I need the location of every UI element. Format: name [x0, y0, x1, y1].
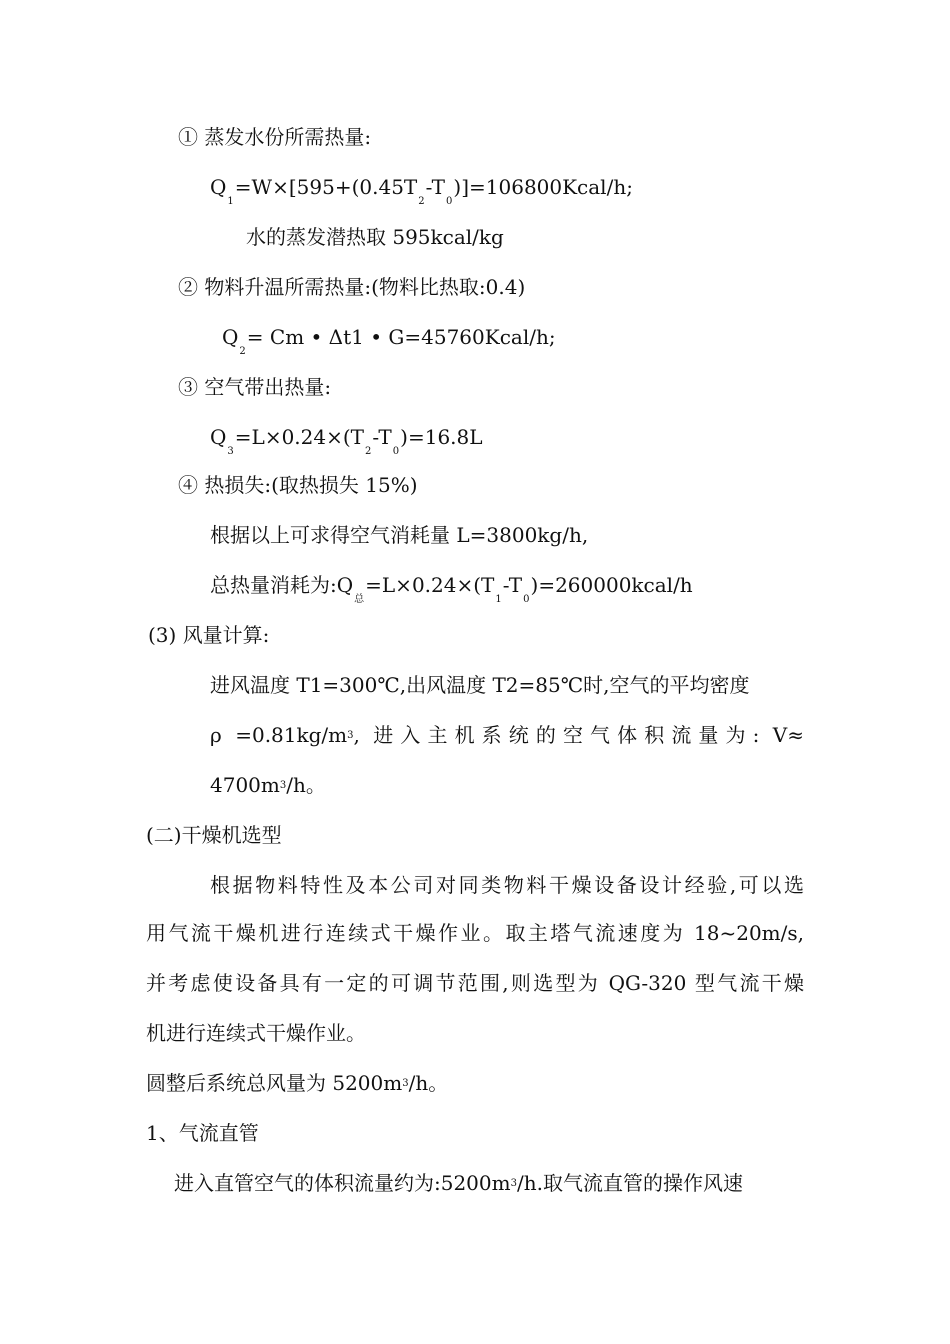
total-airflow-line: 圆整后系统总风量为 $5200m^3/h$。	[146, 1071, 449, 1095]
selection-para-line-2: 用气流干燥机进行连续式干燥作业。取主塔气流速度为 18~20m/s,	[146, 921, 804, 945]
latent-heat-note: 水的蒸发潜热取 595kcal/kg	[246, 225, 504, 249]
air-consumption-line: 根据以上可求得空气消耗量 L=3800kg/h,	[210, 523, 589, 547]
selection-para-line-1: 根据物料特性及本公司对同类物料干燥设备设计经验,可以选	[210, 873, 804, 897]
formula-q2: $Q_2= Cm$ • Δt1 • G=45760Kcal/h;	[222, 325, 556, 357]
duct-heading: 1、气流直管	[146, 1121, 259, 1145]
selection-para-line-3: 并考虑使设备具有一定的可调节范围,则选型为 QG-320 型气流干燥	[146, 971, 804, 995]
airflow-line-1: 进风温度 T1=300℃,出风温度 T2=85℃时,空气的平均密度	[210, 673, 750, 697]
dryer-selection-heading: (二)干燥机选型	[146, 823, 282, 847]
duct-line-1: 进入直管空气的体积流量约为$:5200m^3/h$.取气流直管的操作风速	[174, 1171, 743, 1195]
item1-title: ① 蒸发水份所需热量:	[178, 125, 372, 149]
airflow-line-3: $4700m^3/h$。	[210, 773, 326, 797]
item4-title: ④ 热损失:(取热损失 15%)	[178, 473, 418, 497]
item3-title: ③ 空气带出热量:	[178, 375, 332, 399]
formula-q1: $Q_1=W\times[595+(0.45T_2-T_0)]=106800Kcal/h$;	[210, 175, 633, 207]
airflow-heading: (3) 风量计算:	[148, 623, 270, 647]
selection-para-line-4: 机进行连续式干燥作业。	[146, 1021, 366, 1045]
item2-title: ② 物料升温所需热量:(物料比热取:0.4)	[178, 275, 526, 299]
airflow-line-2: $\rho =0.81kg/m^3$, 进入主机系统的空气体积流量为: V≈	[210, 723, 804, 747]
formula-q3: $Q_3=L\times 0.24\times(T_2-T_0)=16.8L$	[210, 425, 483, 457]
total-heat-formula: 总热量消耗为$:Q_总=L\times 0.24\times(T_1-T_0)=260000kcal/h$	[210, 573, 693, 605]
